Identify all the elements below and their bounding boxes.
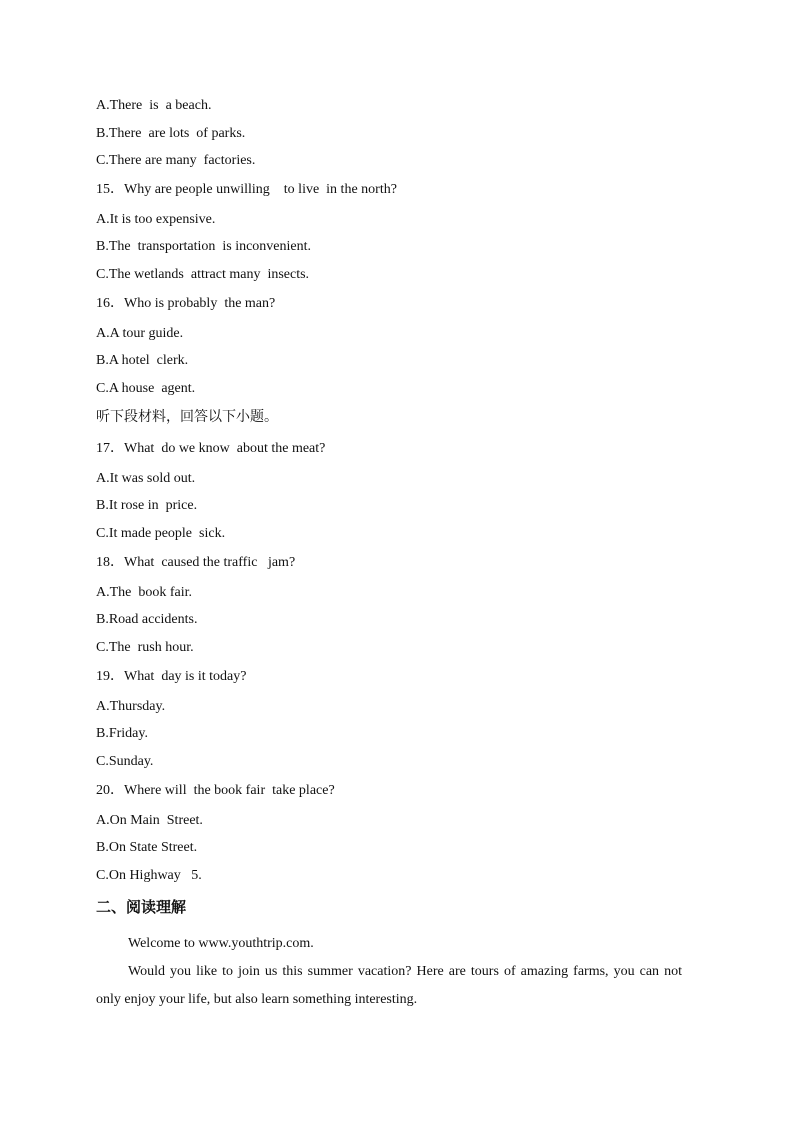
section-heading-reading: 二、阅读理解 (96, 898, 187, 916)
question-19: 19．What day is it today? (96, 669, 247, 684)
passage-intro: Welcome to www.youthtrip.com. (128, 936, 314, 951)
question-15: 15．Why are people unwilling to live in the north? (96, 182, 397, 197)
passage-paragraph: Would you like to join us this summer vacation? Here are tours of amazing farms, you can not only enjoy your life, but also learn something interesting. (96, 964, 682, 1007)
option-a-q20: A.On Main Street. (96, 813, 203, 828)
option-a-q19: A.Thursday. (96, 699, 166, 714)
option-a-q14: A.There is a beach. (96, 98, 212, 113)
option-b-q14: B.There are lots of parks. (96, 126, 246, 141)
option-c-q14: C.There are many factories. (96, 153, 256, 168)
question-17: 17．What do we know about the meat? (96, 441, 326, 456)
question-16: 16．Who is probably the man? (96, 296, 276, 311)
option-b-q20: B.On State Street. (96, 840, 198, 855)
option-c-q18: C.The rush hour. (96, 640, 194, 655)
option-b-q19: B.Friday. (96, 726, 148, 741)
question-18: 18．What caused the traffic jam? (96, 555, 296, 570)
option-c-q17: C.It made people sick. (96, 526, 226, 541)
option-c-q15: C.The wetlands attract many insects. (96, 267, 310, 282)
question-20: 20．Where will the book fair take place? (96, 783, 335, 798)
option-a-q16: A.A tour guide. (96, 326, 184, 341)
option-a-q17: A.It was sold out. (96, 471, 196, 486)
option-b-q17: B.It rose in price. (96, 498, 198, 513)
option-c-q20: C.On Highway 5. (96, 868, 202, 883)
option-c-q19: C.Sunday. (96, 754, 154, 769)
option-a-q18: A.The book fair. (96, 585, 193, 600)
option-b-q16: B.A hotel clerk. (96, 353, 189, 368)
option-b-q15: B.The transportation is inconvenient. (96, 239, 312, 254)
listening-instruction: 听下段材料，回答以下小题。 (96, 409, 278, 425)
option-a-q15: A.It is too expensive. (96, 212, 216, 227)
option-b-q18: B.Road accidents. (96, 612, 198, 627)
option-c-q16: C.A house agent. (96, 381, 196, 396)
